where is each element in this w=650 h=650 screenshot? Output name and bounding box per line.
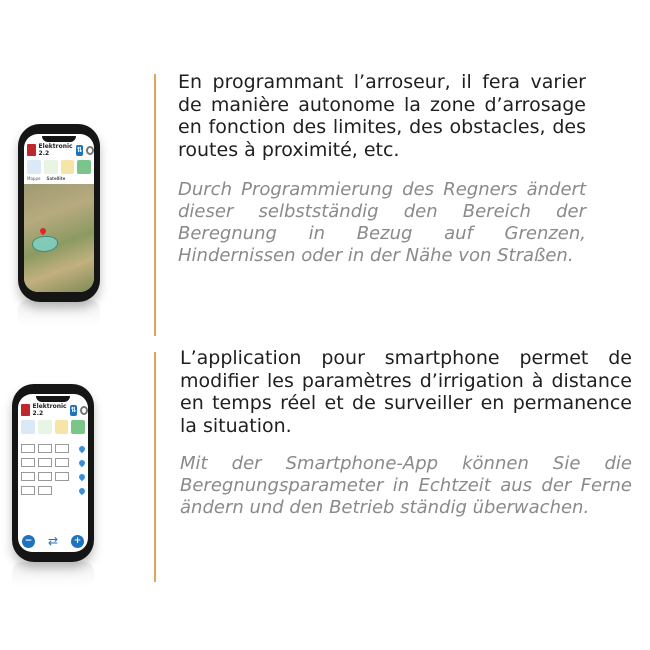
parameter-row[interactable] <box>21 472 85 481</box>
refresh-icon[interactable]: ⇄ <box>47 534 59 548</box>
app-header <box>18 402 88 418</box>
accent-divider <box>154 352 156 582</box>
parameter-list <box>21 444 85 500</box>
german-paragraph-2: Mit der Smartphone-App können Sie die Beregnungsparameter in Echtzeit aus der Ferne ändern und den Betrieb ständig überwachen. <box>180 453 632 518</box>
parameter-row[interactable] <box>21 486 85 495</box>
app-logo-icon <box>21 404 30 416</box>
accent-divider <box>154 74 156 336</box>
bottom-controls <box>22 534 84 548</box>
app-header <box>24 142 94 158</box>
phone-screen <box>24 134 94 292</box>
calendar-icon[interactable] <box>61 160 75 174</box>
section-2-text <box>180 347 632 519</box>
german-paragraph-1: Durch Programmierung des Regners ändert dieser selbstständig den Bereich der Beregnung in Bezug auf Grenzen, Hindernissen oder in der Nähe von Straßen. <box>178 179 586 266</box>
water-drop-icon <box>78 444 86 452</box>
sprinkler-icon[interactable] <box>38 420 52 434</box>
tab-satellite[interactable]: Satellite <box>46 176 66 181</box>
app-icon-row <box>21 420 85 434</box>
list-icon[interactable] <box>27 160 41 174</box>
water-drop-icon <box>78 472 86 480</box>
sync-icon[interactable]: ⇅ <box>70 406 77 414</box>
list-icon[interactable] <box>21 420 35 434</box>
app-icon-row <box>27 160 91 174</box>
minus-button[interactable]: − <box>22 535 35 548</box>
satellite-map[interactable] <box>24 184 94 292</box>
plus-button[interactable]: + <box>71 535 84 548</box>
phone-mockup-app <box>12 384 94 562</box>
irrigation-zone <box>32 236 58 252</box>
sync-icon[interactable]: ⇅ <box>76 146 83 154</box>
phone-screen <box>18 394 88 552</box>
field-icon[interactable] <box>71 420 85 434</box>
parameter-row[interactable] <box>21 458 85 467</box>
water-drop-icon <box>78 458 86 466</box>
app-logo-icon <box>27 144 36 156</box>
section-1-text <box>178 71 586 267</box>
app-title: Elektronic 2.2 <box>32 403 67 417</box>
map-tabs <box>27 176 91 183</box>
phone-mockup-map <box>18 124 100 302</box>
gear-icon[interactable] <box>86 146 94 155</box>
water-drop-icon <box>78 486 86 494</box>
sprinkler-icon[interactable] <box>44 160 58 174</box>
parameter-row[interactable] <box>21 444 85 453</box>
field-icon[interactable] <box>77 160 91 174</box>
french-paragraph-1: En programmant l’arroseur, il fera varier de manière autonome la zone d’arrosage en fonction des limites, des obstacles, des routes à proximité, etc. <box>178 71 586 161</box>
app-title: Elektronic 2.2 <box>38 143 73 157</box>
phone-reflection <box>12 562 94 588</box>
french-paragraph-2: L’application pour smartphone permet de modifier les paramètres d’irrigation à distance en temps réel et de surveiller en permanence la situation. <box>180 347 632 437</box>
calendar-icon[interactable] <box>55 420 69 434</box>
gear-icon[interactable] <box>80 406 88 415</box>
location-pin-icon <box>39 227 47 235</box>
tab-map[interactable]: Mappe <box>27 176 41 181</box>
phone-reflection <box>18 300 100 326</box>
